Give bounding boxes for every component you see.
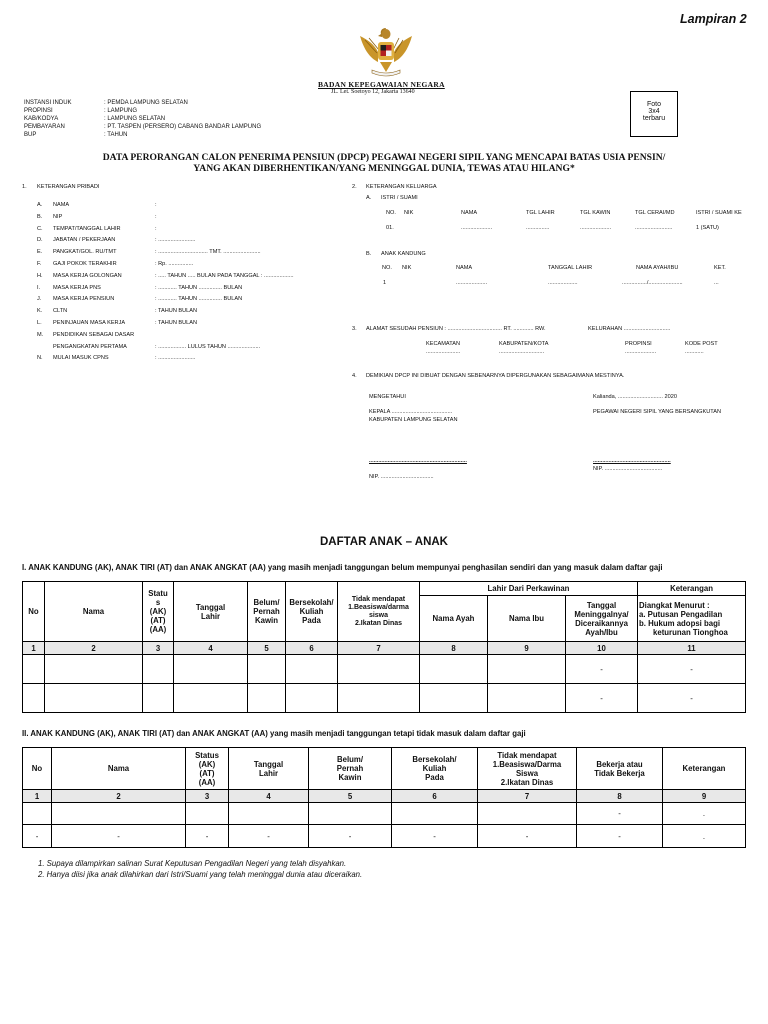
s1-col-number: 9 <box>488 642 566 655</box>
s2-header-tidak-line: 1.Beasiswa/Darma <box>492 759 562 769</box>
s2-col-number: 1 <box>23 790 52 803</box>
pribadi-label: MASA KERJA PNS <box>53 284 101 291</box>
pribadi-letter: C. <box>37 225 43 232</box>
signature-line-left: ............................................................... <box>369 458 467 464</box>
pribadi-letter: N. <box>37 355 43 362</box>
s2-cell: - <box>577 803 663 825</box>
pribadi-label: MASA KERJA PENSIUN <box>53 296 115 303</box>
s1-col-number: 7 <box>338 642 420 655</box>
child-col-nama: NAMA <box>456 265 473 271</box>
s2-col-number: 6 <box>392 790 478 803</box>
spouse-row-tgl-kawin: .................... <box>580 225 612 231</box>
s1-header-ket-line: b. Hukum adopsi bagi <box>639 618 721 628</box>
info-value: : PEMDA LAMPUNG SELATAN <box>104 100 188 106</box>
s2-header-nama: Nama <box>52 748 186 790</box>
s1-cell: - <box>566 684 638 713</box>
s1-header-lahir-group: Lahir Dari Perkawinan <box>420 582 638 596</box>
table-row <box>23 825 746 848</box>
agency-name: BADAN KEPEGAWAIAN NEGARA <box>318 80 445 89</box>
s2-header-sekolah-line: Pada <box>425 773 444 782</box>
alamat-kabupaten-dots: ............................. <box>499 349 545 355</box>
spouse-row-tgl-lahir: ............... <box>526 225 550 231</box>
info-value: : LAMPUNG SELATAN <box>104 116 166 122</box>
table-row <box>23 684 746 713</box>
mengetahui-label: MENGETAHUI <box>369 394 406 400</box>
agency-address: JL. Let. Soetoyo 12, Jakarta 13640 <box>331 89 415 95</box>
s2-header-bekerja-line: Tidak Bekerja <box>594 768 645 778</box>
info-value: : LAMPUNG <box>104 108 138 114</box>
s2-header-status-line: (AA) <box>198 777 216 787</box>
s1-header-tidak-line: Tidak mendapat <box>351 595 406 603</box>
s1-header-tglmg-line: Meninggalnya/ <box>574 609 629 619</box>
kalianda-date: Kalianda, ............................. 2020 <box>593 394 677 400</box>
s2-header-belum-kawin <box>309 748 392 790</box>
spouse-col-no: NO. <box>386 210 396 216</box>
signature-line-right: .................................................. <box>593 458 671 464</box>
s2-header-bersekolah <box>392 748 478 790</box>
info-label: PEMBAYARAN <box>24 124 65 130</box>
s1-header-status <box>143 582 174 642</box>
pribadi-letter <box>37 342 43 354</box>
garuda-emblem-icon <box>356 22 416 80</box>
s1-header-tglmg-line: Ayah/Ibu <box>585 627 618 637</box>
pribadi-value: : ..... TAHUN ..... BULAN PADA TANGGAL : ................... <box>155 272 294 279</box>
pribadi-value: : Rp. ................ <box>155 260 194 267</box>
child-row-ket: ... <box>714 280 719 286</box>
pribadi-heading: KETERANGAN PRIBADI <box>37 184 100 190</box>
photo-box <box>630 91 678 137</box>
s2-header-status-line: (AK) <box>198 759 216 769</box>
s1-header-status-line: Statu <box>148 589 168 598</box>
photo-box-line1: Foto <box>646 101 661 108</box>
pribadi-value: : .................. LULUS TAHUN ..................... <box>155 343 261 350</box>
alamat-propinsi-label: PROPINSI <box>625 341 652 347</box>
nip-right: NIP. ..................................... <box>593 466 663 472</box>
table-row <box>23 803 746 825</box>
s2-header-tidak-mendapat <box>478 748 577 790</box>
s1-col-number: 10 <box>566 642 638 655</box>
spouse-col-nama: NAMA <box>461 210 478 216</box>
alamat-kecamatan-dots: ...................... <box>426 349 461 355</box>
pribadi-label: GAJI POKOK TERAKHIR <box>53 260 117 267</box>
pribadi-label: CLTN <box>53 308 68 315</box>
s1-header-keterangan-group: Keterangan <box>638 582 746 596</box>
s1-cell: - <box>638 655 746 684</box>
pribadi-letter: M. <box>37 331 44 338</box>
kabupaten-label: KABUPATEN LAMPUNG SELATAN <box>369 417 458 423</box>
s1-col-number: 5 <box>248 642 286 655</box>
keluarga-b-label: ANAK KANDUNG <box>381 251 426 257</box>
s1-col-number: 3 <box>143 642 174 655</box>
photo-box-line3: terbaru <box>642 115 666 122</box>
s1-header-belum-line: Pernah <box>253 607 280 616</box>
pribadi-value: : ............ TAHUN ............... BULAN <box>155 296 243 303</box>
s2-header-tgl-line: Tanggal <box>253 759 284 769</box>
footnote: 2. Hanya diisi jika anak dilahirkan dari Istri/Suami yang telah meninggal dunia atau diceraikan. <box>38 870 363 879</box>
s1-header-ket-line: Diangkat Menurut : <box>639 600 710 610</box>
s2-header-belum-line: Kawin <box>338 773 362 782</box>
s1-header-tgl-lahir-line: Tanggal <box>195 602 226 612</box>
s2-cell: . <box>663 825 746 848</box>
s2-col-number: 8 <box>577 790 663 803</box>
pribadi-letter: H. <box>37 272 43 279</box>
s1-header-belum-kawin <box>248 582 286 642</box>
spouse-row-tgl-cerai: ........................ <box>635 225 673 231</box>
alamat-line: ALAMAT SESUDAH PENSIUN : ................................... RT. ............. RW. <box>366 326 546 332</box>
info-label: BUP <box>24 132 37 138</box>
kepala-label: KEPALA ....................................... <box>369 409 453 415</box>
pribadi-letter: B. <box>37 213 43 220</box>
s1-header-tgl-meninggal <box>566 596 638 642</box>
pribadi-letter: A. <box>37 202 43 208</box>
pribadi-letter: I. <box>37 284 41 291</box>
pribadi-letter: D. <box>37 237 43 244</box>
s1-header-tglmg-line: Tanggal <box>586 600 617 610</box>
spouse-col-tgl-cerai: TGL CERAI/MD <box>635 210 675 216</box>
s1-col-number: 2 <box>45 642 143 655</box>
spouse-row-no: 01. <box>386 225 394 231</box>
s2-cell: - <box>309 825 392 848</box>
s1-header-sekolah-line: Kuliah <box>299 607 324 616</box>
s2-header-no: No <box>23 748 52 790</box>
s2-cell: - <box>229 825 309 848</box>
footnotes <box>38 858 362 880</box>
keluarga-a-letter: A. <box>366 195 372 201</box>
alamat-propinsi-dots: .................... <box>625 349 657 355</box>
child-col-no: NO. <box>382 265 392 271</box>
alamat-number: 3. <box>352 326 357 332</box>
s1-header-bersekolah <box>286 582 338 642</box>
child-col-nik: NIK <box>402 265 412 271</box>
section2-heading: II. ANAK KANDUNG (AK), ANAK TIRI (AT) dan ANAK ANGKAT (AA) yang masih menjadi tanggungan tetapi tidak masuk dalam daftar gaji <box>22 729 526 738</box>
pribadi-label: PENINJAUAN MASA KERJA <box>53 319 126 326</box>
s2-header-tgl-lahir <box>229 748 309 790</box>
keluarga-heading: KETERANGAN KELUARGA <box>366 184 437 190</box>
pribadi-letter: L. <box>37 319 42 326</box>
alamat-kecamatan-label: KECAMATAN <box>426 341 460 347</box>
s2-header-status <box>186 748 229 790</box>
s1-header-status-line: (AK) <box>149 607 167 616</box>
s2-col-number: 9 <box>663 790 746 803</box>
section2-table <box>22 747 746 848</box>
s2-col-number: 5 <box>309 790 392 803</box>
pribadi-label: MASA KERJA GOLONGAN <box>53 272 122 279</box>
s1-header-nama: Nama <box>45 582 143 642</box>
s1-header-nama-ibu: Nama Ibu <box>488 596 566 642</box>
info-label: KAB/KODYA <box>24 116 59 122</box>
child-col-ayah-ibu: NAMA AYAH/IBU <box>636 265 679 271</box>
s2-cell: - <box>577 825 663 848</box>
pribadi-label: MULAI MASUK CPNS <box>53 355 109 362</box>
pribadi-label: NAMA <box>53 202 70 208</box>
info-values <box>104 99 261 139</box>
pernyataan-number: 4. <box>352 373 357 379</box>
s1-header-status-line: (AA) <box>149 625 167 634</box>
spouse-col-tgl-lahir: TGL LAHIR <box>526 210 555 216</box>
spouse-row-nama: .................... <box>461 225 493 231</box>
section1-table <box>22 581 746 713</box>
info-label: INSTANSI INDUK <box>24 100 72 106</box>
lampiran-label: Lampiran 2 <box>680 12 747 26</box>
pribadi-value: : TAHUN BULAN <box>155 319 198 326</box>
s2-header-sekolah-line: Bersekolah/ <box>412 755 457 764</box>
keluarga-a-label: ISTRI / SUAMI <box>381 195 418 201</box>
s1-header-ket-line: keturunan Tionghoa <box>653 627 728 637</box>
s1-header-sekolah-line: Pada <box>302 616 321 625</box>
spouse-col-tgl-kawin: TGL KAWIN <box>580 210 611 216</box>
s2-cell: - <box>478 825 577 848</box>
pernyataan-text: DEMIKIAN DPCP INI DIBUAT DENGAN SEBENARNYA DIPERGUNAKAN SEBAGAIMANA MESTINYA. <box>366 373 625 379</box>
pribadi-value: : ........................ <box>155 355 196 362</box>
spouse-col-ke: ISTRI / SUAMI KE <box>696 210 742 216</box>
nip-left: NIP. .................................. <box>369 474 434 480</box>
s1-col-number: 4 <box>174 642 248 655</box>
s1-header-no: No <box>23 582 45 642</box>
s1-header-tglmg-line: Diceraikannya <box>575 618 628 628</box>
s2-cell: - <box>52 825 186 848</box>
pribadi-label: PANGKAT/GOL. RU/TMT <box>53 249 117 256</box>
child-row-tgl-lahir: ................... <box>548 280 578 286</box>
pribadi-value <box>155 330 294 342</box>
s2-header-belum-line: Belum/ <box>337 755 363 764</box>
alamat-kodepos-dots: ............ <box>685 349 704 355</box>
spouse-row-ke: 1 (SATU) <box>696 225 719 231</box>
child-row-no: 1 <box>383 280 387 286</box>
s1-header-tidak-line: siswa <box>368 611 389 619</box>
pribadi-label: NIP <box>53 213 63 220</box>
s2-cell: . <box>663 803 746 825</box>
s2-header-tidak-line: Siswa <box>515 768 539 778</box>
keluarga-number: 2. <box>352 184 357 190</box>
s1-col-number: 11 <box>638 642 746 655</box>
pribadi-number: 1. <box>22 184 27 190</box>
pribadi-letters <box>37 200 43 365</box>
pribadi-value: : <box>155 213 157 220</box>
s2-col-number: 3 <box>186 790 229 803</box>
s2-cell: - <box>186 825 229 848</box>
s2-header-status-line: Status <box>195 750 219 760</box>
pribadi-labels <box>53 200 134 365</box>
s2-header-bekerja <box>577 748 663 790</box>
footnote: 1. Supaya dilampirkan salinan Surat Keputusan Pengadilan Negeri yang telah disyahkan. <box>38 859 347 868</box>
child-col-tgl-lahir: TANGGAL LAHIR <box>548 265 593 271</box>
s1-header-belum-line: Belum/ <box>253 598 280 607</box>
pns-label: PEGAWAI NEGERI SIPIL YANG BERSANGKUTAN <box>593 409 722 415</box>
s2-header-bekerja-line: Bekerja atau <box>596 759 643 769</box>
pribadi-label: PENGANGKATAN PERTAMA <box>53 343 127 350</box>
pribadi-letter: F. <box>37 260 42 267</box>
keluarga-b-letter: B. <box>366 251 372 257</box>
s1-header-tgl-lahir <box>174 582 248 642</box>
s2-header-tgl-line: Lahir <box>258 768 279 778</box>
s1-header-ket-line: a. Putusan Pengadilan <box>639 609 723 619</box>
s1-header-sekolah-line: Bersekolah/ <box>289 598 334 607</box>
pribadi-value: : ................................ TMT. ........................ <box>155 249 261 256</box>
photo-box-line2: 3x4 <box>648 108 660 115</box>
pribadi-value: : <box>155 202 157 208</box>
s1-col-number: 8 <box>420 642 488 655</box>
alamat-kabupaten-label: KABUPATEN/KOTA <box>499 341 549 347</box>
s2-col-number: 2 <box>52 790 186 803</box>
s2-col-number: 4 <box>229 790 309 803</box>
child-row-ayah-ibu: ................/...................... <box>622 280 683 286</box>
pribadi-values <box>155 200 294 365</box>
pribadi-value: : <box>155 225 157 232</box>
s1-header-nama-ayah: Nama Ayah <box>420 596 488 642</box>
s1-cell: - <box>566 655 638 684</box>
pribadi-letter: K. <box>37 308 43 315</box>
document-title <box>0 152 768 174</box>
info-value: : PT. TASPEN (PERSERO) CABANG BANDAR LAMPUNG <box>104 124 262 130</box>
table-row <box>23 655 746 684</box>
alamat-kelurahan: KELURAHAN .............................. <box>588 326 671 332</box>
child-col-ket: KET. <box>714 265 726 271</box>
pribadi-label: TEMPAT/TANGGAL LAHIR <box>53 225 121 232</box>
s2-header-sekolah-line: Kuliah <box>422 764 447 773</box>
s1-cell: - <box>638 684 746 713</box>
info-label: PROPINSI <box>24 108 53 114</box>
child-row-nama: .................... <box>456 280 488 286</box>
s1-header-belum-line: Kawin <box>255 616 278 625</box>
s2-header-tidak-line: Tidak mendapat <box>497 750 557 760</box>
s2-cell: - <box>23 825 52 848</box>
s2-header-keterangan: Keterangan <box>663 748 746 790</box>
pribadi-value: : TAHUN BULAN <box>155 308 198 315</box>
s2-header-status-line: (AT) <box>199 768 215 778</box>
section1-heading: I. ANAK KANDUNG (AK), ANAK TIRI (AT) dan ANAK ANGKAT (AA) yang masih menjadi tanggungan belum mempunyai penghasilan sendiri dan yang masuk dalam daftar gaji <box>22 563 663 572</box>
s1-header-tidak-line: 1.Beasiswa/darma <box>348 603 409 611</box>
s1-header-tidak-mendapat <box>338 582 420 642</box>
pribadi-letter: E. <box>37 249 43 256</box>
spouse-col-nik: NIK <box>404 210 414 216</box>
s1-header-tidak-line: 2.Ikatan Dinas <box>354 619 403 627</box>
document-title-line2: YANG AKAN DIBERHENTIKAN/YANG MENINGGAL DUNIA, TEWAS ATAU HILANG* <box>193 163 575 174</box>
daftar-anak-title: DAFTAR ANAK – ANAK <box>320 536 448 548</box>
s1-col-number: 1 <box>23 642 45 655</box>
pribadi-value: : ........................ <box>155 237 196 244</box>
s1-header-status-line: s <box>155 598 161 607</box>
s1-header-tgl-lahir-line: Lahir <box>200 611 221 621</box>
s1-col-number: 6 <box>286 642 338 655</box>
s1-header-status-line: (AT) <box>150 616 166 625</box>
pribadi-label: JABATAN / PEKERJAAN <box>53 237 116 244</box>
pribadi-value: : ............ TAHUN ............... BULAN <box>155 284 243 291</box>
pribadi-letter: J. <box>37 296 42 303</box>
info-value: : TAHUN <box>104 132 128 138</box>
info-labels <box>24 99 72 139</box>
pribadi-label: PENDIDIKAN SEBAGAI DASAR <box>53 331 135 338</box>
s2-col-number: 7 <box>478 790 577 803</box>
document-title-line1: DATA PERORANGAN CALON PENERIMA PENSIUN (DPCP) PEGAWAI NEGERI SIPIL YANG MENCAPAI BATAS USIA PENSIN/ <box>102 152 666 163</box>
s2-cell: - <box>392 825 478 848</box>
alamat-kodepos-label: KODE POST <box>685 341 718 347</box>
s2-header-tidak-line: 2.Ikatan Dinas <box>500 777 554 787</box>
s1-header-keterangan <box>638 596 746 642</box>
s2-header-belum-line: Pernah <box>336 764 364 773</box>
